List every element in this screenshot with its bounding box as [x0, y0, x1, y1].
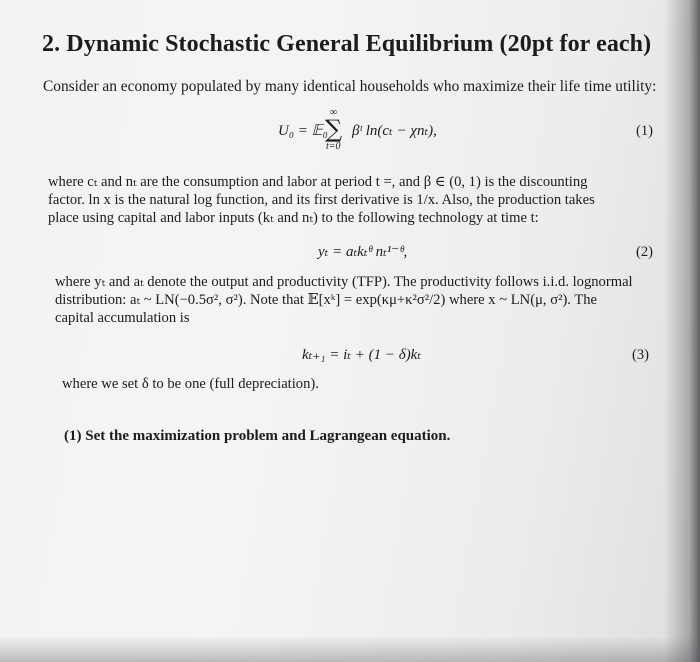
equation-1-sum-upper: ∞ — [330, 107, 338, 118]
intro-text: Consider an economy populated by many identical households who maximize their life time utility: — [43, 78, 657, 95]
paragraph-3-line-2: distribution: aₜ ~ LN(−0.5σ², σ²). Note that 𝔼[xᵏ] = exp(κμ+κ²σ²/2) where x ~ LN(μ, σ²). The — [55, 292, 598, 308]
equation-1-number: (1) — [636, 123, 654, 139]
paragraph-2-line-2: factor. ln x is the natural log function, and its first derivative is 1/x. Also, the production takes — [48, 192, 595, 208]
summation-sign: ∑ — [325, 115, 343, 143]
equation-1-sum-lower: t=0 — [326, 141, 341, 152]
paragraph-2-line-3: place using capital and labor inputs (kₜ and nₜ) to the following technology at time t: — [48, 210, 539, 226]
page-shadow-right — [664, 0, 700, 662]
equation-3-body: kₜ₊₁ = iₜ + (1 − δ)kₜ — [302, 347, 422, 363]
page-shadow-bottom — [0, 636, 700, 662]
question-1: (1) Set the maximization problem and Lagrangean equation. — [64, 428, 451, 444]
paragraph-4: where we set δ to be one (full depreciation). — [62, 376, 319, 392]
equation-2-number: (2) — [636, 244, 654, 260]
paragraph-3-line-1: where yₜ and aₜ denote the output and productivity (TFP). The productivity follows i.i.d. lognormal — [55, 274, 633, 290]
equation-1-lhs: U₀ = 𝔼₀ — [278, 123, 328, 139]
paragraph-3-line-3: capital accumulation is — [55, 310, 190, 326]
equation-3-number: (3) — [632, 347, 650, 363]
paragraph-2-line-1: where cₜ and nₜ are the consumption and labor at period t =, and β ∈ (0, 1) is the discounting — [48, 174, 588, 190]
problem-heading: 2. Dynamic Stochastic General Equilibrium (20pt for each) — [42, 31, 652, 57]
equation-2-body: yₜ = aₜkₜᶿ nₜ¹⁻ᶿ, — [318, 244, 408, 260]
equation-1-body: βᵗ ln(cₜ − χnₜ), — [352, 123, 437, 139]
